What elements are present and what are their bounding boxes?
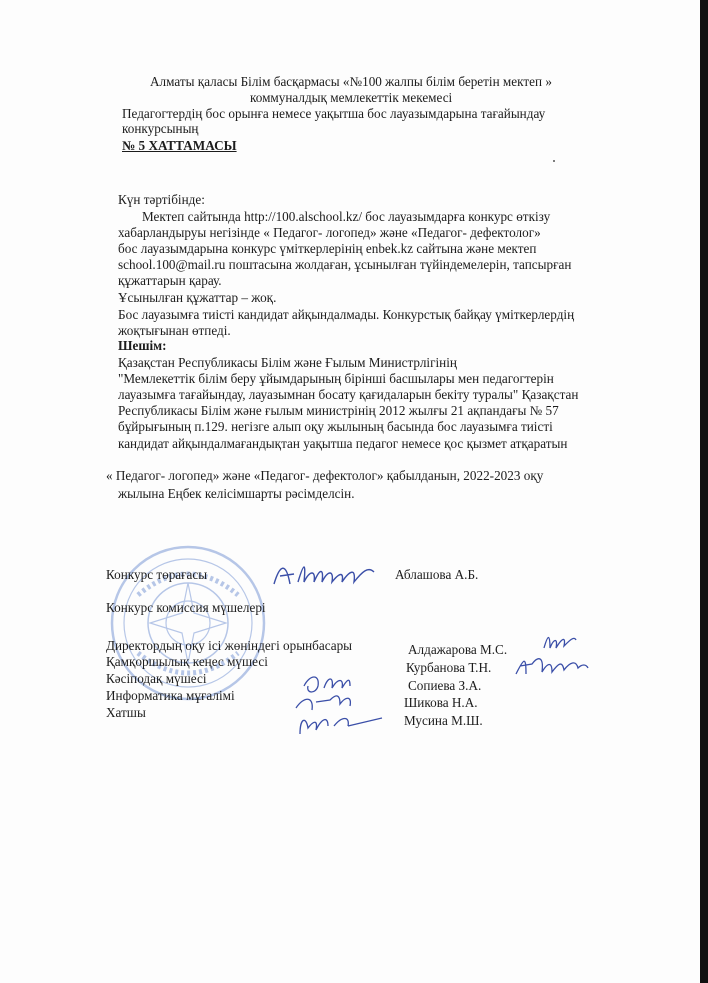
member-signature: [290, 668, 390, 740]
member-name: Шикова Н.А.: [404, 695, 478, 710]
decision-line: Республикасы Білім және ғылым министрінің 2012 жылғы 21 ақпандағы № 57: [118, 403, 559, 418]
chair-name: Аблашова А.Б.: [395, 567, 479, 582]
decision-line: « Педагог- логопед» және «Педагог- дефектолог» қабылданын, 2022-2023 оқу: [106, 468, 544, 483]
member-name: Алдажарова М.С.: [408, 642, 508, 657]
agenda-label: Күн тәртібінде:: [118, 192, 205, 207]
decision-line: лауазымға тағайындау, лауазымнан босату қағидаларын бекіту туралы" Қазақстан: [118, 387, 579, 402]
agenda-line: Мектеп сайтында http://100.alschool.kz/ бос лауазымдарға конкурс өткізу: [142, 209, 551, 224]
header-line-4: конкурсының: [122, 121, 199, 136]
member-role: Кәсіподақ мүшесі: [106, 671, 207, 686]
decision-line: кандидат айқындалмағандықтан уақытша педагог немесе қос қызмет атқаратын: [118, 436, 568, 451]
chair-signature: [270, 558, 380, 590]
member-signature: [540, 630, 580, 654]
member-name: Курбанова Т.Н.: [406, 660, 492, 675]
decision-line: бұйрығының п.129. негізге алып оқу жылының басында бос лауазымға тиісті: [118, 419, 553, 434]
member-signature: [512, 652, 590, 680]
result-line: жоқтығынан өтпеді.: [118, 323, 231, 338]
header-line-3: Педагогтердің бос орынға немесе уақытша бос лауазымдарына тағайындау: [122, 106, 546, 121]
member-name: Сопиева З.А.: [408, 678, 482, 693]
header-line-1: Алматы қаласы Білім басқармасы «№100 жалпы білім беретін мектеп »: [150, 74, 552, 89]
member-role: Директордың оқу ісі жөніндегі орынбасары: [106, 638, 353, 653]
result-line: Бос лауазымға тиісті кандидат айқындалмады. Конкурстық байқау үміткерлердің: [118, 307, 575, 322]
header-line-2: коммуналдық мемлекеттік мекемесі: [250, 90, 453, 105]
member-role: Қамқоршылық кеңес мүшесі: [106, 654, 268, 669]
member-name: Мусина М.Ш.: [404, 713, 483, 728]
page-speck: [553, 160, 555, 162]
agenda-line: құжаттарын қарау.: [118, 273, 222, 288]
member-role: Информатика мұғалімі: [106, 688, 235, 703]
decision-line: "Мемлекеттік білім беру ұйымдарының бірінші басшылары мен педагогтерін: [118, 371, 554, 386]
agenda-line: school.100@mail.ru поштасына жолдаған, ұсынылған түйіндемелерін, тапсырған: [118, 257, 572, 272]
document-title: № 5 ХАТТАМАСЫ: [122, 138, 237, 153]
agenda-line: хабарландыруы негізінде « Педагог- логопед» және «Педагог- дефектолог»: [118, 225, 541, 240]
scan-edge: [700, 0, 708, 983]
decision-line: Қазақстан Республикасы Білім және Ғылым Министрлігінің: [118, 355, 457, 370]
decision-label: Шешім:: [118, 338, 167, 353]
chair-role: Конкурс төрағасы: [106, 567, 208, 582]
decision-line: жылына Еңбек келісімшарты рәсімделсін.: [118, 486, 355, 501]
commission-label: Конкурс комиссия мүшелері: [106, 600, 266, 615]
agenda-line: бос лауазымдарына конкурс үміткерлерінің enbek.kz сайтына және мектеп: [118, 241, 537, 256]
docs-line: Ұсынылған құжаттар – жоқ.: [118, 290, 277, 305]
member-role: Хатшы: [106, 705, 146, 720]
